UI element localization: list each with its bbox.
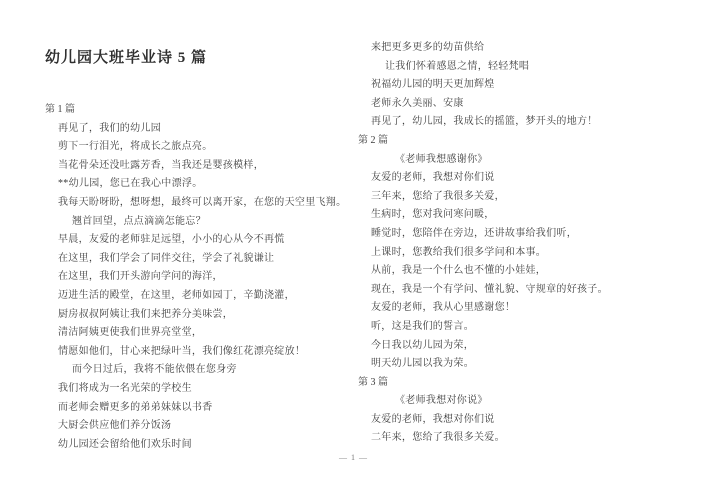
page-number: — 1 — — [339, 453, 368, 462]
poem-line: 幼儿园还会留给他们欢乐时间 — [58, 438, 192, 450]
section-heading-2: 第 2 篇 — [358, 134, 388, 146]
poem-line: **幼儿园，您已在我心中漂浮。 — [58, 178, 203, 190]
poem-line: 生病时，您对我问寒问暖， — [371, 209, 495, 221]
right-column — [358, 0, 698, 448]
poem-line: 翘首回望，点点滴滴怎能忘？ — [72, 215, 206, 227]
poem-line: 在这里，我们学会了同伴交往，学会了礼貌谦让 — [58, 252, 275, 264]
poem-line: 让我们怀着感恩之情，轻轻梵唱 — [385, 60, 530, 72]
poem-line: 现在，我是一个有学问、懂礼貌、守规章的好孩子。 — [371, 283, 608, 295]
section-heading-3: 第 3 篇 — [358, 376, 388, 388]
poem-title: 《老师我想对你说》 — [395, 395, 488, 407]
poem-line: 我们将成为一名光荣的学校生 — [58, 382, 192, 394]
poem-line: 厨房叔叔阿姨让我们来把养分美味尝， — [58, 308, 234, 320]
poem-line: 友爱的老师，我想对你们说 — [371, 413, 495, 425]
poem-line: 祝福幼儿园的明天更加辉煌 — [371, 79, 495, 91]
poem-line: 剪下一行泪光，将成长之旅点亮。 — [58, 141, 213, 153]
left-column — [45, 0, 357, 454]
poem-title: 《老师我想感谢你》 — [395, 153, 488, 165]
poem-line: 来把更多更多的幼苗供给 — [371, 42, 485, 53]
poem-line: 大厨会供应他们养分饭汤 — [58, 420, 172, 432]
poem-line: 清洁阿姨更使我们世界亮堂堂， — [58, 327, 203, 339]
poem-line: 从前，我是一个什么也不懂的小娃娃， — [371, 265, 547, 277]
poem-line: 上课时，您教给我们很多学问和本事。 — [371, 246, 547, 258]
poem-line: 友爱的老师，我想对你们说 — [371, 172, 495, 184]
poem-line: 明天幼儿园以我为荣。 — [371, 358, 474, 370]
document-title: 幼儿园大班毕业诗 5 篇 — [45, 50, 208, 66]
poem-line: 友爱的老师，我从心里感谢您！ — [371, 302, 516, 314]
poem-line: 而老师会赠更多的弟弟妹妹以书香 — [58, 401, 213, 413]
poem-line: 再见了，我们的幼儿园 — [58, 122, 161, 134]
poem-line: 在这里，我们开头游向学问的海洋， — [58, 271, 223, 283]
section-heading-1: 第 1 篇 — [45, 104, 75, 115]
poem-line: 三年来，您给了我很多关爱， — [371, 190, 505, 202]
poem-line: 老师永久美丽、安康 — [371, 97, 464, 109]
poem-line: 听，这是我们的誓言。 — [371, 320, 474, 332]
poem-line: 我每天盼呀盼，想呀想，最终可以离开家，在您的天空里飞翔。 — [58, 196, 347, 208]
poem-line: 睡觉时，您陪伴在旁边，还讲故事给我们听， — [371, 227, 577, 239]
poem-line: 今日我以幼儿园为荣， — [371, 339, 474, 351]
poem-line: 而今日过后，我将不能依偎在您身旁 — [72, 364, 237, 376]
poem-line: 二年来，您给了我很多关爱。 — [371, 432, 505, 444]
poem-line: 情愿如他们，甘心来把绿叶当，我们像红花漂亮绽放！ — [58, 345, 306, 357]
poem-line: 再见了，幼儿园，我成长的摇篮，梦开头的地方！ — [371, 116, 598, 128]
poem-line: 当花骨朵还没吐露芳香，当我还是婴孩模样， — [58, 159, 264, 171]
poem-line: 早晨，友爱的老师驻足远望，小小的心从今不再慌 — [58, 234, 285, 246]
poem-line: 迈进生活的殿堂，在这里，老师如园丁，辛勤浇灌， — [58, 289, 295, 301]
